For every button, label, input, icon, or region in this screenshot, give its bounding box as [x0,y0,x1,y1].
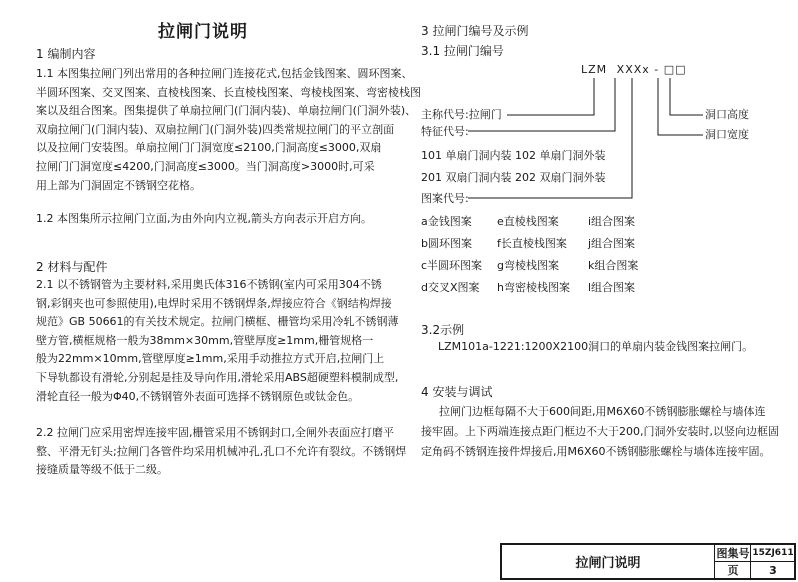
text-line: 般为22mm×10mm,管壁厚度≥1mm,采用手动推拉方式开启,拉闸门上 [36,352,385,366]
section-3-heading: 3 拉闸门编号及示例 [421,24,529,38]
pattern-item: h弯密棱栈图案 [497,281,570,294]
feature-codes-list [421,147,605,187]
width-leader [658,78,703,135]
text-line: 拉闸门门洞宽度≤4200,门洞高度≤3000。当门洞高度>3000时,可采 [36,159,375,173]
text-line: 双扇拉闸门(门洞内装)、双扇拉闸门(门洞外装)四类常规拉闸门的平立剖面 [36,122,395,136]
pattern-item: i组合图案 [588,215,636,228]
paragraph-4 [421,402,779,462]
patterns-col-1 [421,211,482,299]
text-line: 以及拉闸门安装图。单扇拉闸门门洞宽度≤2100,门洞高度≤3000,双扇 [36,141,382,155]
pattern-item: k组合图案 [588,259,639,272]
text-line: 1.1 本图集拉闸门列出常用的各种拉闸门连接花式,包括金钱图案、圆环图案、 [36,67,413,80]
opening-width-label: 洞口宽度 [705,128,749,141]
main-code-label: 主称代号:拉闸门 [421,108,502,121]
pattern-item: d交叉X图案 [421,281,480,294]
patterns-col-3 [588,211,638,299]
patterns-col-2 [497,211,570,299]
text-line: 半圆环图案、交叉图案、直棱栈图案、长直棱栈图案、弯棱栈图案、弯密棱栈图 [36,85,421,99]
main-code-leader [507,78,594,115]
page-label: 页 [714,562,751,578]
atlas-number-label: 图集号 [714,545,751,562]
text-line: 滑轮直径一般为Φ40,不锈钢管外表面可选择不锈钢原色或钛金色。 [36,389,360,403]
section-1-heading: 1 编制内容 [36,47,96,61]
text-line: 接牢固。上下两端连接点距门框边不大于200,门洞外安装时,以竖向边框固 [421,425,779,438]
pattern-code-label: 图案代号: [421,192,469,205]
text-line: 整、平滑无钉头;拉闸门各管件均采用机械冲孔,孔口不允许有裂纹。不锈钢焊 [36,444,407,458]
code-main: LZM [581,63,608,76]
section-3-1-heading: 3.1 拉闸门编号 [421,44,504,58]
text-line: 定角码不锈钢连接件焊接后,用M6X60不锈钢膨胀螺栓与墙体连接牢固。 [421,445,771,458]
pattern-item: b圆环图案 [421,237,472,250]
pattern-item: l组合图案 [588,281,636,294]
code-pattern: x [642,63,650,76]
feature-code-label: 特征代号: [421,125,469,138]
page-title: 拉闸门说明 [158,22,248,42]
atlas-number-value: 15ZJ611 [750,545,795,562]
text-line: 案以及组合图案。图集提供了单扇拉闸门(门洞内装)、单扇拉闸门(门洞外装)、 [36,104,417,118]
text-line: 规范》GB 50661的有关技术规定。拉闸门横框、栅管均采用冷轧不锈钢薄 [36,315,399,329]
text-line: 2.2 拉闸门应采用密焊连接牢固,栅管采用不锈钢封口,全闸外表面应打磨平 [36,426,394,439]
title-block-title: 拉闸门说明 [575,556,641,571]
text-line: 2.1 以不锈钢管为主要材料,采用奥氏体316不锈钢(室内可采用304不锈 [36,278,382,291]
text-line: 拉闸门边框每隔不大于600间距,用M6X60不锈钢膨胀螺栓与墙体连 [439,405,766,418]
section-4-heading: 4 安装与调试 [421,385,493,399]
pattern-item: f长直棱栈图案 [497,237,567,250]
pattern-item: j组合图案 [588,237,636,250]
feature-row: 201 双扇门洞内装 202 双扇门洞外装 [421,170,606,184]
paragraph-1-2: 1.2 本图集所示拉闸门立面,为由外向内立视,箭头方向表示开启方向。 [36,212,372,225]
text-line: 钢,彩钢夹也可参照使用),电焊时采用不锈钢焊条,焊接应符合《钢结构焊接 [36,296,392,310]
section-2-heading: 2 材料与配件 [36,260,108,274]
section-3-2-heading: 3.2示例 [421,323,465,337]
text-line: 壁方管,横框规格一般为38mm×30mm,管壁厚度≥1mm,栅管规格一 [36,333,374,347]
opening-height-label: 洞口高度 [705,108,749,121]
feature-row: 101 单扇门洞内装 102 单扇门洞外装 [421,149,606,162]
pattern-item: g弯棱栈图案 [497,259,559,272]
code-feature: XXX [616,63,643,76]
title-block [500,543,796,580]
height-leader [670,78,703,115]
code-dash: - [654,63,660,76]
pattern-item: a金钱图案 [421,215,472,228]
pattern-item: c半圆环图案 [421,259,483,272]
pattern-item: e直棱栈图案 [497,215,559,228]
page-value: 3 [750,562,795,578]
text-line: 下导轨都设有滑轮,分别起是挂及导向作用,滑轮采用ABS超硬塑料模制成型, [36,370,399,384]
text-line: 接缝质量等级不低于二级。 [36,463,168,477]
text-line: 用上部为门洞固定不锈钢空花格。 [36,178,201,192]
example-text: LZM101a-1221:1200X2100洞口的单扇内装金钱图案拉闸门。 [438,340,754,353]
code-size-boxes: □□ [663,63,687,76]
